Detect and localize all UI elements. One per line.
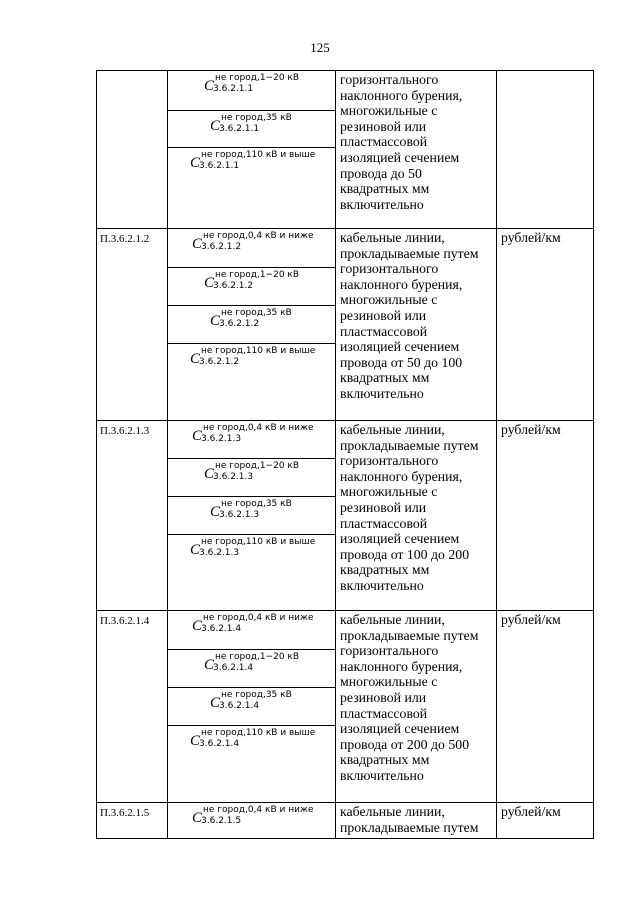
formula-symbol: C xyxy=(190,542,201,558)
formula-cell xyxy=(168,229,336,421)
row-code: П.3.6.2.1.5 xyxy=(97,803,168,839)
description-cell xyxy=(336,71,497,229)
description-line: пластмассовой xyxy=(340,323,428,339)
table-row xyxy=(97,611,594,803)
table-row xyxy=(97,229,594,421)
formula-symbol: C xyxy=(192,236,203,252)
formula-symbol: C xyxy=(210,695,221,711)
description-line: изоляцией сечением xyxy=(340,531,460,547)
unit-cell: рублей/км xyxy=(497,803,594,839)
description-line: включительно xyxy=(340,196,424,212)
formula xyxy=(168,111,335,148)
description-line: прокладываемые путем xyxy=(340,245,479,261)
formula xyxy=(168,688,335,726)
formula-superscript: не город,35 кВ xyxy=(221,113,292,123)
formula-symbol: C xyxy=(204,78,215,94)
description-line: провода от 100 до 200 xyxy=(340,546,470,562)
formula-superscript: не город,0,4 кВ и ниже xyxy=(203,423,314,433)
description-line: провода от 200 до 500 xyxy=(340,736,470,752)
formula xyxy=(168,421,335,459)
formula-superscript: не город,1−20 кВ xyxy=(215,461,300,471)
formula-superscript: не город,35 кВ xyxy=(221,499,292,509)
description-line: включительно xyxy=(340,767,424,783)
unit-cell xyxy=(497,71,594,229)
formula-cell xyxy=(168,71,336,229)
row-code xyxy=(97,71,168,229)
formula-subscript: 3.6.2.1.4 xyxy=(213,663,254,673)
description-line: прокладываемые путем xyxy=(340,627,479,643)
formula xyxy=(168,459,335,497)
formula-superscript: не город,0,4 кВ и ниже xyxy=(203,231,314,241)
formula xyxy=(168,497,335,535)
description-line: многожильные с xyxy=(340,103,438,119)
formula-symbol: C xyxy=(204,275,215,291)
row-code: П.3.6.2.1.2 xyxy=(97,229,168,421)
table-row xyxy=(97,71,594,229)
formula-symbol: C xyxy=(190,155,201,171)
description-line: наклонного бурения, xyxy=(340,87,463,103)
table-row xyxy=(97,803,594,839)
formula xyxy=(168,306,335,344)
description-line: кабельные линии, xyxy=(340,804,445,819)
formula xyxy=(168,268,335,306)
formula-symbol: C xyxy=(192,618,203,634)
description-cell xyxy=(336,229,497,421)
description-line: многожильные с xyxy=(340,674,438,690)
description-line: горизонтального xyxy=(340,643,439,659)
formula xyxy=(168,650,335,688)
description-line: резиновой или xyxy=(340,499,427,515)
formula-subscript: 3.6.2.1.1 xyxy=(213,84,254,94)
formula-subscript: 3.6.2.1.2 xyxy=(213,281,254,291)
row-code: П.3.6.2.1.4 xyxy=(97,611,168,803)
description-cell xyxy=(336,611,497,803)
formula-symbol: C xyxy=(192,810,203,826)
formula xyxy=(168,71,335,111)
description-line: включительно xyxy=(340,577,424,593)
formula-cell xyxy=(168,803,336,839)
description-cell xyxy=(336,803,497,839)
formula xyxy=(168,611,335,650)
description-line: прокладываемые путем xyxy=(340,819,479,835)
description-line: горизонтального xyxy=(340,261,439,277)
formula-subscript: 3.6.2.1.3 xyxy=(213,472,254,482)
formula-subscript: 3.6.2.1.4 xyxy=(201,624,242,634)
page-number: 125 xyxy=(310,40,330,55)
description-line: наклонного бурения, xyxy=(340,658,463,674)
description-line: наклонного бурения, xyxy=(340,468,463,484)
formula-subscript: 3.6.2.1.2 xyxy=(201,242,242,252)
formula-cell xyxy=(168,421,336,611)
formula-subscript: 3.6.2.1.1 xyxy=(219,124,260,134)
formula-subscript: 3.6.2.1.2 xyxy=(199,357,240,367)
description-line: кабельные линии, xyxy=(340,230,445,245)
unit-cell: рублей/км xyxy=(497,229,594,421)
formula-superscript: не город,35 кВ xyxy=(221,690,292,700)
formula-symbol: C xyxy=(210,313,221,329)
description-cell xyxy=(336,421,497,611)
table-row xyxy=(97,421,594,611)
description-line: многожильные с xyxy=(340,292,438,308)
formula xyxy=(168,803,335,831)
formula-symbol: C xyxy=(190,733,201,749)
description-line: пластмассовой xyxy=(340,134,428,150)
formula-subscript: 3.6.2.1.4 xyxy=(199,739,240,749)
formula-cell xyxy=(168,611,336,803)
formula-symbol: C xyxy=(204,657,215,673)
formula-symbol: C xyxy=(190,351,201,367)
formula xyxy=(168,344,335,420)
formula-superscript: не город,0,4 кВ и ниже xyxy=(203,805,314,815)
formula xyxy=(168,535,335,610)
formula-superscript: не город,110 кВ и выше xyxy=(201,346,316,356)
tariff-table xyxy=(96,70,594,839)
row-code: П.3.6.2.1.3 xyxy=(97,421,168,611)
formula xyxy=(168,229,335,268)
formula-symbol: C xyxy=(204,466,215,482)
formula-symbol: C xyxy=(192,428,203,444)
description-line: изоляцией сечением xyxy=(340,149,460,165)
formula-superscript: не город,1−20 кВ xyxy=(215,73,300,83)
description-line: пластмассовой xyxy=(340,705,428,721)
formula-symbol: C xyxy=(210,504,221,520)
description-line: квадратных мм xyxy=(340,752,430,768)
description-line: изоляцией сечением xyxy=(340,339,460,355)
formula xyxy=(168,148,335,226)
formula-subscript: 3.6.2.1.2 xyxy=(219,319,260,329)
description-line: кабельные линии, xyxy=(340,612,445,627)
description-line: изоляцией сечением xyxy=(340,721,460,737)
description-line: квадратных мм xyxy=(340,370,430,386)
formula-subscript: 3.6.2.1.3 xyxy=(201,434,242,444)
description-line: кабельные линии, xyxy=(340,422,445,437)
formula-subscript: 3.6.2.1.1 xyxy=(199,161,240,171)
description-line: квадратных мм xyxy=(340,181,430,197)
formula-subscript: 3.6.2.1.3 xyxy=(219,510,260,520)
formula-superscript: не город,110 кВ и выше xyxy=(201,150,316,160)
description-line: горизонтального xyxy=(340,72,439,87)
formula-subscript: 3.6.2.1.5 xyxy=(201,816,242,826)
description-line: квадратных мм xyxy=(340,562,430,578)
formula-subscript: 3.6.2.1.3 xyxy=(199,548,240,558)
formula-superscript: не город,1−20 кВ xyxy=(215,270,300,280)
unit-cell: рублей/км xyxy=(497,611,594,803)
formula-superscript: не город,0,4 кВ и ниже xyxy=(203,613,314,623)
description-line: горизонтального xyxy=(340,453,439,469)
formula xyxy=(168,726,335,802)
description-line: включительно xyxy=(340,385,424,401)
description-line: провода до 50 xyxy=(340,165,422,181)
description-line: провода от 50 до 100 xyxy=(340,354,463,370)
description-line: резиновой или xyxy=(340,307,427,323)
formula-superscript: не город,1−20 кВ xyxy=(215,652,300,662)
unit-cell: рублей/км xyxy=(497,421,594,611)
description-line: наклонного бурения, xyxy=(340,276,463,292)
formula-superscript: не город,35 кВ xyxy=(221,308,292,318)
description-line: прокладываемые путем xyxy=(340,437,479,453)
description-line: пластмассовой xyxy=(340,515,428,531)
formula-superscript: не город,110 кВ и выше xyxy=(201,728,316,738)
description-line: многожильные с xyxy=(340,484,438,500)
description-line: резиновой или xyxy=(340,118,427,134)
formula-superscript: не город,110 кВ и выше xyxy=(201,537,316,547)
formula-subscript: 3.6.2.1.4 xyxy=(219,701,260,711)
formula-symbol: C xyxy=(210,118,221,134)
description-line: резиновой или xyxy=(340,689,427,705)
